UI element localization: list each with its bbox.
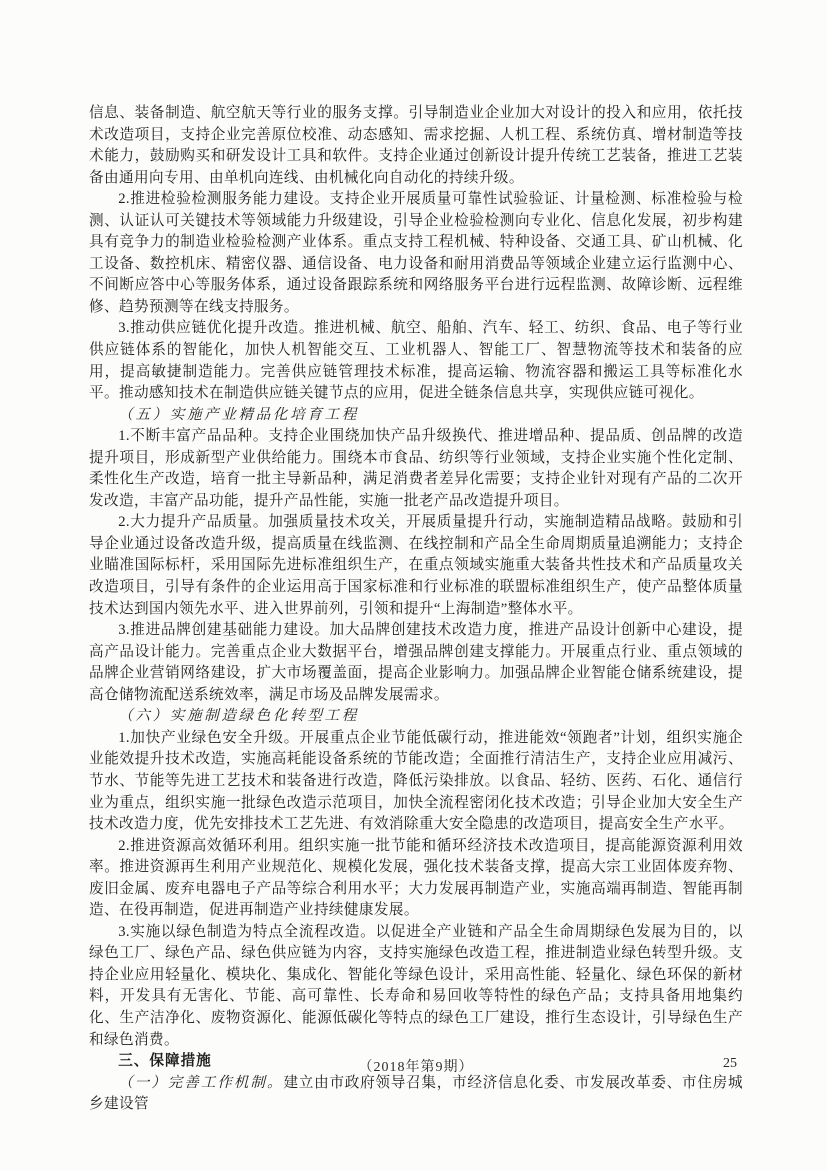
section-heading-6: （六）实施制造绿色化转型工程 xyxy=(118,708,359,725)
paragraph: 2.推进资源高效循环利用。组织实施一批节能和循环经济技术改造项目，提高能源资源利用效率。推进资源再生利用产业规范化、规模化发展，强化技术装备支撑，提高大宗工业固体废弃物、废旧金属、废弃电器电子产品等综合利用水平；大力发展再制造产业，实施高端再制造、智能再制造、在役再制造，促进再制造产业持续健康发展。 xyxy=(89,837,743,919)
paragraph: 3.推进品牌创建基础能力建设。加大品牌创建技术改造力度，推进产品设计创新中心建设，提高产品设计能力。完善重点企业大数据平台，增强品牌创建支撑能力。开展重点行业、重点领域的品牌企业营销网络建设，扩大市场覆盖面，提高企业影响力。加强品牌企业智能仓储系统建设，提高仓储物流配送系统效率，满足市场及品牌发展需求。 xyxy=(89,622,743,703)
chapter-heading-safeguards: 三、保障措施 xyxy=(118,1053,212,1070)
section-heading-5: （五）实施产业精品化培育工程 xyxy=(118,406,359,423)
paragraph-text: 建立由市政府领导召集，市经济信息化委、市发展改革委、市住房城乡建设管 xyxy=(89,1074,743,1113)
paragraph-continuation: 信息、装备制造、航空航天等行业的服务支撑。引导制造业企业加大对设计的投入和应用，依托技术改造项目，支持企业完善原位校准、动态感知、需求挖掘、人机工程、系统仿真、增材制造等技术能力，鼓励购买和研发设计工具和软件。支持企业通过创新设计提升传统工艺装备，推进工艺装备由通用向专用、由单机向连线、由机械化向自动化的持续升级。 xyxy=(89,105,743,186)
paragraph: 2.推进检验检测服务能力建设。支持企业开展质量可靠性试验验证、计量检测、标准检验与检测、认证认可关键技术等领域能力升级建设，引导企业检验检测向专业化、信息化发展，初步构建具有竞争力的制造业检验检测产业体系。重点支持工程机械、特种设备、交通工具、矿山机械、化工设备、数控机床、精密仪器、通信设备、电力设备和耐用消费品等领域企业建立运行监测中心、不间断应答中心等服务体系，通过设备跟踪系统和网络服务平台进行远程监测、故障诊断、远程维修、趋势预测等在线支持服务。 xyxy=(89,191,743,315)
paragraph: 2.大力提升产品质量。加强质量技术攻关，开展质量提升行动，实施制造精品战略。鼓励和引导企业通过设备改造升级，提高质量在线监测、在线控制和产品全生命周期质量追溯能力；支持企业瞄准国际标杆，采用国际先进标准组织生产，在重点领域实施重大装备共性技术和产品质量攻关改造项目，引导有条件的企业运用高于国家标准和行业标准的联盟标准组织生产，使产品整体质量技术达到国内领先水平、进入世界前列，引领和提升“上海制造”整体水平。 xyxy=(89,514,743,617)
paragraph-truncated xyxy=(89,1073,743,1116)
paragraph: 3.推动供应链优化提升改造。推进机械、航空、船舶、汽车、轻工、纺织、食品、电子等行业供应链体系的智能化，加快人机智能交互、工业机器人、智能工厂、智慧物流等技术和装备的应用，提高敏捷制造能力。完善供应链管理技术标准，提高运输、物流容器和搬运工具等标准化水平。推动感知技术在制造供应链关键节点的应用，促进全链条信息共享，实现供应链可视化。 xyxy=(89,320,743,402)
gazette-issue-label: （2018年第9期） xyxy=(358,1060,474,1075)
page-number: 25 xyxy=(723,1056,737,1071)
document-body xyxy=(89,103,743,1116)
paragraph-lead: （一）完善工作机制。 xyxy=(118,1074,284,1091)
paragraph: 3.实施以绿色制造为特点全流程改造。以促进全产业链和产品全生命周期绿色发展为目的，以绿色工厂、绿色产品、绿色供应链为内容，支持实施绿色改造工程，推进制造业绿色转型升级。支持企业应用轻量化、模块化、集成化、智能化等绿色设计，采用高性能、轻量化、绿色环保的新材料，开发具有无害化、节能、高可靠性、长寿命和易回收等特性的绿色产品；支持具备用地集约化、生产洁净化、废物资源化、能源低碳化等特点的绿色工厂建设，推行生态设计，引导绿色生产和绿色消费。 xyxy=(89,923,743,1048)
paragraph: 1.不断丰富产品品种。支持企业围绕加快产品升级换代、推进增品种、提品质、创品牌的改造提升项目，形成新型产业供给能力。围绕本市食品、纺织等行业领域，支持企业实施个性化定制、柔性化生产改造，培育一批主导新品种，满足消费者差异化需要；支持企业针对现有产品的二次开发改造，丰富产品功能，提升产品性能，实施一批老产品改造提升项目。 xyxy=(89,428,743,509)
page-footer xyxy=(89,1056,743,1078)
paragraph: 1.加快产业绿色安全升级。开展重点企业节能低碳行动，推进能效“领跑者”计划，组织实施企业能效提升技术改造，实施高耗能设备系统的节能改造；全面推行清洁生产，支持企业应用减污、节水、节能等先进工艺技术和装备进行改造，降低污染排放。以食品、轻纺、医药、石化、通信行业为重点，组织实施一批绿色改造示范项目，加快全流程密闭化技术改造；引导企业加大安全生产技术改造力度，优先安排技术工艺先进、有效消除重大安全隐患的改造项目，提高安全生产水平。 xyxy=(89,729,743,833)
